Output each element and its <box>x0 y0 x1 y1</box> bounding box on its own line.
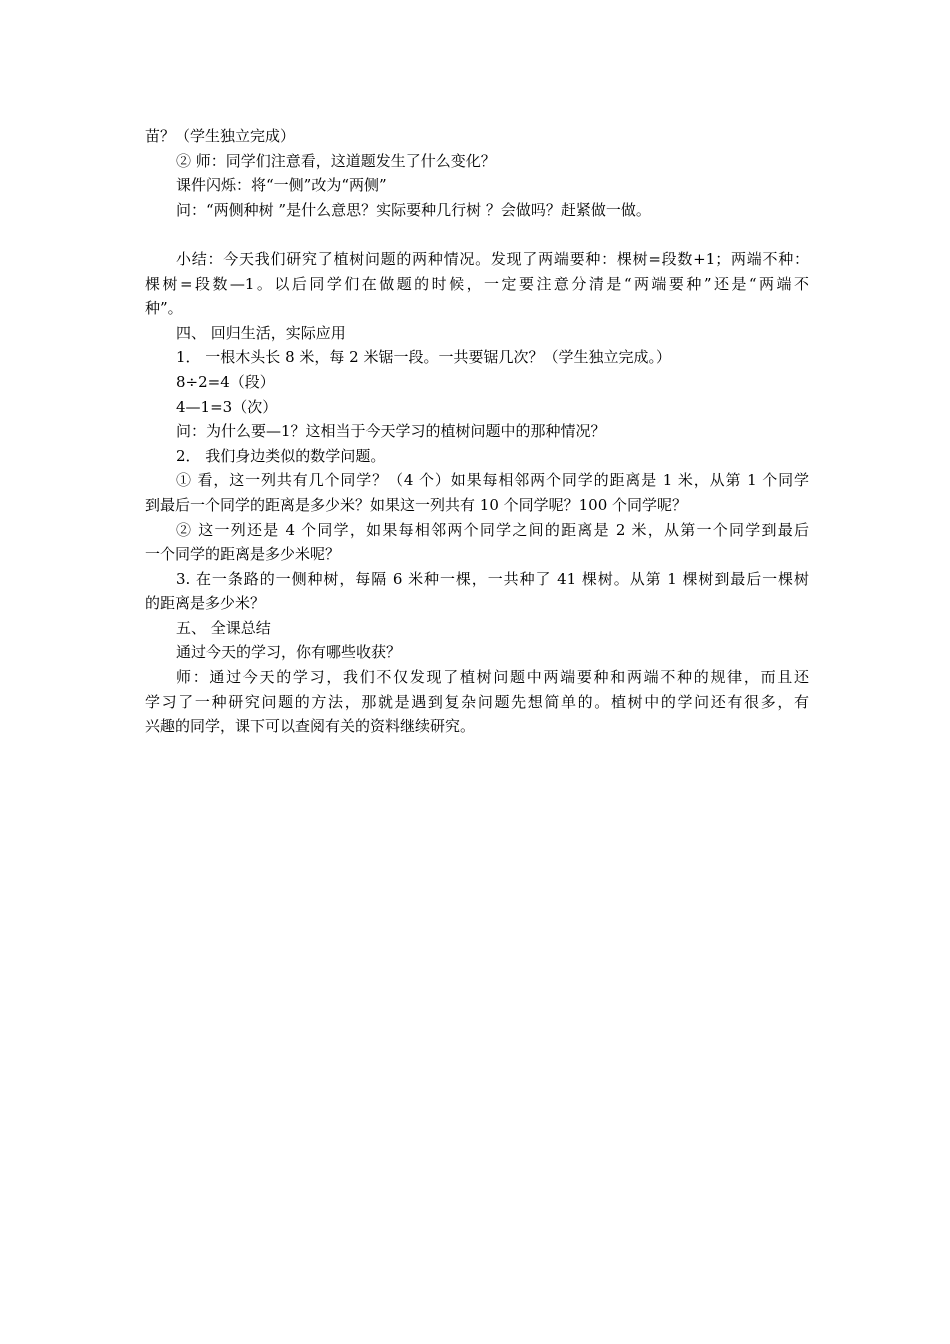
paragraph-line: 问：“两侧种树 ”是什么意思？实际要种几行树 ？会做吗？赶紧做一做。 <box>176 200 651 219</box>
paragraph-line: 8÷2=4（段） <box>176 372 275 391</box>
section-heading: 四、 回归生活，实际应用 <box>176 323 346 342</box>
paragraph-line: 到最后一个同学的距离是多少米？如果这一列共有 10 个同学呢？100 个同学呢？ <box>145 495 688 514</box>
paragraph-line: ② 师：同学们注意看，这道题发生了什么变化？ <box>176 151 496 170</box>
section-heading: 五、 全课总结 <box>176 618 271 637</box>
paragraph-line: 种”。 <box>145 299 183 318</box>
paragraph-line: 苗？（学生独立完成） <box>145 127 296 145</box>
paragraph-line: 2． 我们身边类似的数学问题。 <box>176 446 386 465</box>
paragraph-line: ② 这一列还是 4 个同学，如果每相邻两个同学之间的距离是 2 米，从第一个同学到最后 <box>176 520 809 539</box>
paragraph-line: 兴趣的同学，课下可以查阅有关的资料继续研究。 <box>145 717 476 736</box>
paragraph-line: 棵树=段数—1。以后同学们在做题的时候，一定要注意分清是“两端要种”还是“两端不 <box>145 274 809 293</box>
paragraph-line: 课件闪烁：将“一侧”改为“两侧” <box>176 176 387 195</box>
paragraph-line: 3. 在一条路的一侧种树，每隔 6 米种一棵，一共种了 41 棵树。从第 1 棵树到最后一棵树 <box>176 569 809 588</box>
paragraph-line: 一个同学的距离是多少米呢？ <box>145 545 341 564</box>
paragraph-line: 通过今天的学习，你有哪些收获？ <box>176 643 402 662</box>
paragraph-line: 师：通过今天的学习，我们不仅发现了植树问题中两端要种和两端不种的规律，而且还 <box>176 668 809 687</box>
paragraph-line: ① 看，这一列共有几个同学？（4 个）如果每相邻两个同学的距离是 1 米，从第 1 个同学 <box>176 471 809 490</box>
paragraph-line: 1． 一根木头长 8 米，每 2 米锯一段。一共要锯几次？（学生独立完成。） <box>176 348 671 367</box>
paragraph-line: 小结：今天我们研究了植树问题的两种情况。发现了两端要种：棵树=段数+1；两端不种： <box>176 249 809 268</box>
paragraph-line: 的距离是多少米？ <box>145 594 266 613</box>
document-body <box>145 124 809 739</box>
paragraph-line: 4—1=3（次） <box>176 397 278 416</box>
paragraph-line: 问：为什么要—1？这相当于今天学习的植树问题中的那种情况？ <box>176 422 606 441</box>
paragraph-line: 学习了一种研究问题的方法，那就是遇到复杂问题先想简单的。植树中的学问还有很多，有 <box>145 692 809 711</box>
blank-line <box>145 222 809 247</box>
